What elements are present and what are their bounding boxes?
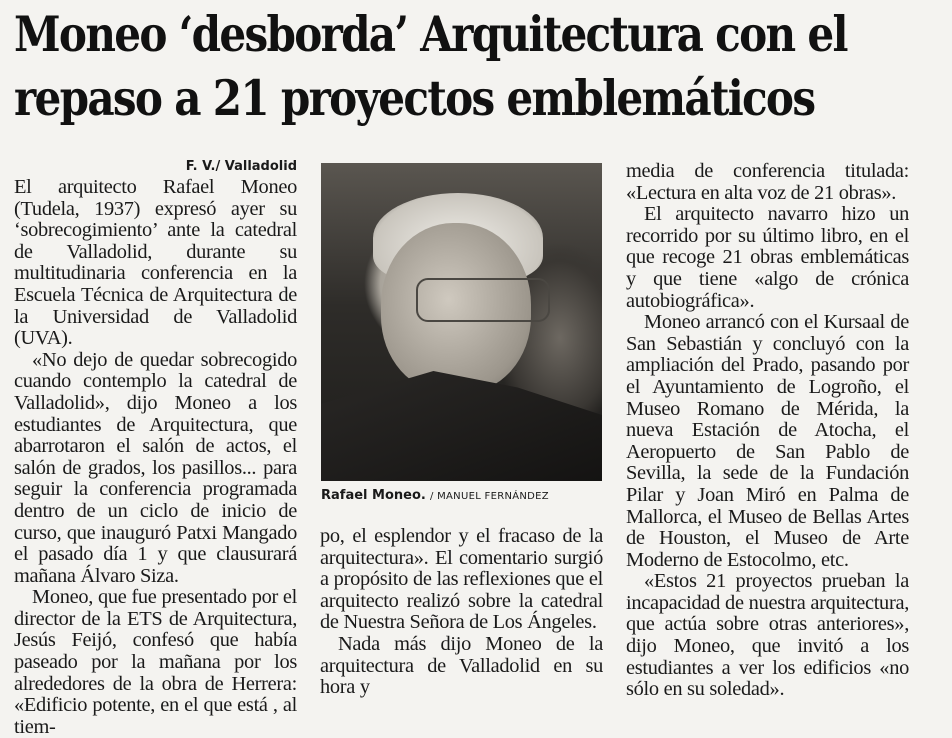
paragraph: po, el esplendor y el fracaso de la arquitectura». El comentario surgió a propósito de las reflexiones que el arquitecto realizó sobre la catedral de Nuestra Señora de Los Ángeles. [320,525,603,634]
paragraph: media de conferencia titulada: «Lectura en alta voz de 21 obras». [626,160,909,204]
headline-line-1: Moneo ‘desborda’ Arquitectura con el [14,5,847,63]
photo-glasses [416,278,550,322]
paragraph: Moneo, que fue presentado por el director de la ETS de Arquitectura, Jesús Feijó, confesó que había paseado por la mañana por los alrededores de la obra de Herrera: «Edificio potente, en el que está , al tiem- [14,586,297,738]
headline [14,2,847,130]
paragraph: Nada más dijo Moneo de la arquitectura de Valladolid en su hora y [320,632,603,699]
paragraph: «No dejo de quedar sobrecogido cuando contemplo la catedral de Valladolid», dijo Moneo a los estudiantes de Arquitectura, que abarrotaron el salón de actos, el salón de grados, los pasillos... para seguir la conferencia programada dentro de un ciclo de inicio de curso, que inauguró Patxi Mangado el pasado día 1 y que clausurará mañana Álvaro Siza. [14,348,297,587]
portrait-photo [321,163,602,481]
photo-caption [321,488,611,505]
article-column-1 [14,158,297,738]
paragraph: El arquitecto navarro hizo un recorrido por su último libro, en el que recoge 21 obras emblemáticas y que tiene «algo de crónica autobiográfica». [626,203,909,312]
headline-line-2: repaso a 21 proyectos emblemáticos [14,69,815,127]
article-column-2 [320,526,603,699]
caption-name: Rafael Moneo. [321,488,426,503]
paragraph: «Estos 21 proyectos prueban la incapacidad de nuestra arquitectura, que actúa sobre otras anteriores», dijo Moneo, que invitó a los estudiantes a ver los edificios «no sólo en su soledad». [626,570,909,701]
paragraph: El arquitecto Rafael Moneo (Tudela, 1937) expresó ayer su ‘sobrecogimiento’ ante la catedral de Valladolid, durante su multitudinaria conferencia en la Escuela Técnica de Arquitectura de la Universidad de Valladolid (UVA). [14,176,297,350]
byline: F. V./ Valladolid [185,159,297,174]
photo-suit [321,371,602,481]
paragraph: Moneo arrancó con el Kursaal de San Sebastián y concluyó con la ampliación del Prado, pasando por el Ayuntamiento de Logroño, el Museo Romano de Mérida, la nueva Estación de Atocha, el Aeropuerto de San Pablo de Sevilla, la sede de la Fundación Pilar y Joan Miró en Palma de Mallorca, el Museo de Bellas Artes de Houston, el Museo de Arte Moderno de Estocolmo, etc. [626,311,909,571]
caption-credit: / MANUEL FERNÁNDEZ [429,491,549,502]
article-column-3 [626,161,909,701]
